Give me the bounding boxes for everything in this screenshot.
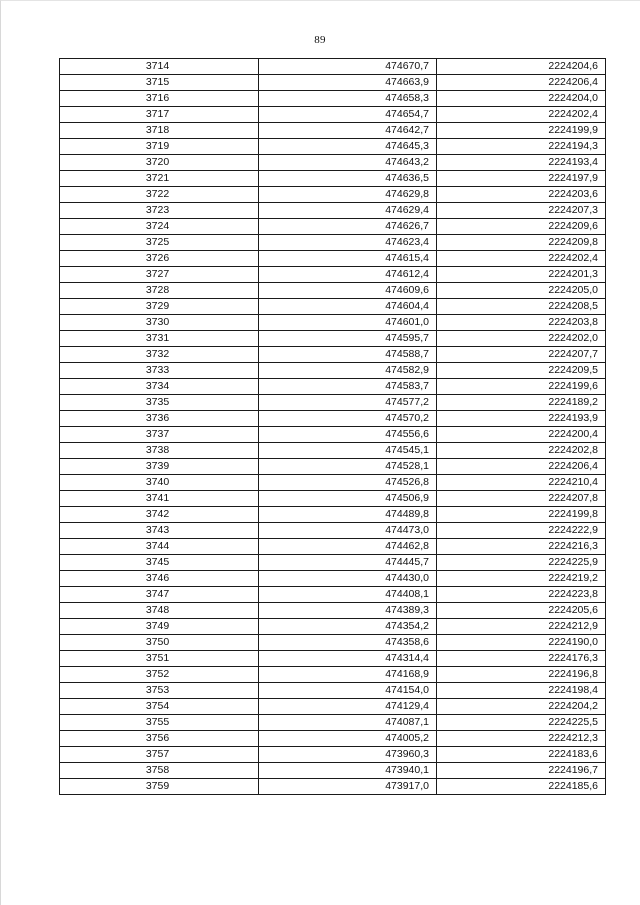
table-row bbox=[60, 155, 606, 171]
y-coordinate-cell: 2224197,9 bbox=[437, 171, 606, 187]
point-number-cell: 3740 bbox=[60, 475, 259, 491]
y-coordinate-cell: 2224198,4 bbox=[437, 683, 606, 699]
y-coordinate-cell: 2224199,8 bbox=[437, 507, 606, 523]
x-coordinate-cell: 474408,1 bbox=[259, 587, 437, 603]
y-coordinate-cell: 2224189,2 bbox=[437, 395, 606, 411]
table-row bbox=[60, 299, 606, 315]
x-coordinate-cell: 474462,8 bbox=[259, 539, 437, 555]
point-number-cell: 3733 bbox=[60, 363, 259, 379]
table-row bbox=[60, 379, 606, 395]
x-coordinate-cell: 474506,9 bbox=[259, 491, 437, 507]
x-coordinate-cell: 474358,6 bbox=[259, 635, 437, 651]
x-coordinate-cell: 474087,1 bbox=[259, 715, 437, 731]
table-row bbox=[60, 683, 606, 699]
y-coordinate-cell: 2224225,9 bbox=[437, 555, 606, 571]
coordinates-table bbox=[59, 58, 606, 795]
table-row bbox=[60, 139, 606, 155]
x-coordinate-cell: 474005,2 bbox=[259, 731, 437, 747]
y-coordinate-cell: 2224212,3 bbox=[437, 731, 606, 747]
x-coordinate-cell: 474601,0 bbox=[259, 315, 437, 331]
point-number-cell: 3747 bbox=[60, 587, 259, 603]
point-number-cell: 3741 bbox=[60, 491, 259, 507]
y-coordinate-cell: 2224205,6 bbox=[437, 603, 606, 619]
x-coordinate-cell: 473917,0 bbox=[259, 779, 437, 795]
y-coordinate-cell: 2224209,8 bbox=[437, 235, 606, 251]
point-number-cell: 3721 bbox=[60, 171, 259, 187]
table-row bbox=[60, 123, 606, 139]
point-number-cell: 3737 bbox=[60, 427, 259, 443]
x-coordinate-cell: 474314,4 bbox=[259, 651, 437, 667]
point-number-cell: 3731 bbox=[60, 331, 259, 347]
point-number-cell: 3732 bbox=[60, 347, 259, 363]
y-coordinate-cell: 2224216,3 bbox=[437, 539, 606, 555]
x-coordinate-cell: 474629,4 bbox=[259, 203, 437, 219]
point-number-cell: 3717 bbox=[60, 107, 259, 123]
x-coordinate-cell: 474577,2 bbox=[259, 395, 437, 411]
table-row bbox=[60, 491, 606, 507]
y-coordinate-cell: 2224207,3 bbox=[437, 203, 606, 219]
point-number-cell: 3750 bbox=[60, 635, 259, 651]
y-coordinate-cell: 2224202,4 bbox=[437, 251, 606, 267]
table-row bbox=[60, 395, 606, 411]
table-row bbox=[60, 203, 606, 219]
y-coordinate-cell: 2224199,9 bbox=[437, 123, 606, 139]
y-coordinate-cell: 2224210,4 bbox=[437, 475, 606, 491]
x-coordinate-cell: 474489,8 bbox=[259, 507, 437, 523]
table-row bbox=[60, 619, 606, 635]
y-coordinate-cell: 2224185,6 bbox=[437, 779, 606, 795]
table-row bbox=[60, 571, 606, 587]
x-coordinate-cell: 474643,2 bbox=[259, 155, 437, 171]
y-coordinate-cell: 2224207,7 bbox=[437, 347, 606, 363]
x-coordinate-cell: 474604,4 bbox=[259, 299, 437, 315]
y-coordinate-cell: 2224196,7 bbox=[437, 763, 606, 779]
x-coordinate-cell: 474583,7 bbox=[259, 379, 437, 395]
table-row bbox=[60, 651, 606, 667]
coordinates-table-body bbox=[60, 59, 606, 795]
point-number-cell: 3758 bbox=[60, 763, 259, 779]
x-coordinate-cell: 474588,7 bbox=[259, 347, 437, 363]
table-row bbox=[60, 731, 606, 747]
x-coordinate-cell: 474612,4 bbox=[259, 267, 437, 283]
x-coordinate-cell: 474615,4 bbox=[259, 251, 437, 267]
page-number: 89 bbox=[314, 34, 326, 46]
point-number-cell: 3736 bbox=[60, 411, 259, 427]
point-number-cell: 3730 bbox=[60, 315, 259, 331]
point-number-cell: 3735 bbox=[60, 395, 259, 411]
y-coordinate-cell: 2224202,0 bbox=[437, 331, 606, 347]
point-number-cell: 3751 bbox=[60, 651, 259, 667]
point-number-cell: 3753 bbox=[60, 683, 259, 699]
table-row bbox=[60, 331, 606, 347]
x-coordinate-cell: 474626,7 bbox=[259, 219, 437, 235]
point-number-cell: 3739 bbox=[60, 459, 259, 475]
x-coordinate-cell: 474528,1 bbox=[259, 459, 437, 475]
table-row bbox=[60, 59, 606, 75]
y-coordinate-cell: 2224196,8 bbox=[437, 667, 606, 683]
table-row bbox=[60, 539, 606, 555]
x-coordinate-cell: 474654,7 bbox=[259, 107, 437, 123]
y-coordinate-cell: 2224204,6 bbox=[437, 59, 606, 75]
x-coordinate-cell: 474545,1 bbox=[259, 443, 437, 459]
table-row bbox=[60, 219, 606, 235]
table-row bbox=[60, 187, 606, 203]
y-coordinate-cell: 2224194,3 bbox=[437, 139, 606, 155]
table-row bbox=[60, 667, 606, 683]
table-row bbox=[60, 443, 606, 459]
point-number-cell: 3715 bbox=[60, 75, 259, 91]
table-row bbox=[60, 779, 606, 795]
table-row bbox=[60, 475, 606, 491]
table-row bbox=[60, 763, 606, 779]
point-number-cell: 3723 bbox=[60, 203, 259, 219]
x-coordinate-cell: 474642,7 bbox=[259, 123, 437, 139]
x-coordinate-cell: 474663,9 bbox=[259, 75, 437, 91]
point-number-cell: 3729 bbox=[60, 299, 259, 315]
table-row bbox=[60, 347, 606, 363]
y-coordinate-cell: 2224199,6 bbox=[437, 379, 606, 395]
y-coordinate-cell: 2224202,8 bbox=[437, 443, 606, 459]
y-coordinate-cell: 2224203,8 bbox=[437, 315, 606, 331]
point-number-cell: 3745 bbox=[60, 555, 259, 571]
table-row bbox=[60, 315, 606, 331]
y-coordinate-cell: 2224193,4 bbox=[437, 155, 606, 171]
table-row bbox=[60, 427, 606, 443]
table-row bbox=[60, 75, 606, 91]
y-coordinate-cell: 2224202,4 bbox=[437, 107, 606, 123]
point-number-cell: 3746 bbox=[60, 571, 259, 587]
y-coordinate-cell: 2224209,6 bbox=[437, 219, 606, 235]
table-row bbox=[60, 507, 606, 523]
point-number-cell: 3742 bbox=[60, 507, 259, 523]
table-row bbox=[60, 411, 606, 427]
point-number-cell: 3756 bbox=[60, 731, 259, 747]
y-coordinate-cell: 2224223,8 bbox=[437, 587, 606, 603]
point-number-cell: 3728 bbox=[60, 283, 259, 299]
x-coordinate-cell: 474473,0 bbox=[259, 523, 437, 539]
point-number-cell: 3722 bbox=[60, 187, 259, 203]
y-coordinate-cell: 2224206,4 bbox=[437, 75, 606, 91]
x-coordinate-cell: 474582,9 bbox=[259, 363, 437, 379]
point-number-cell: 3716 bbox=[60, 91, 259, 107]
point-number-cell: 3759 bbox=[60, 779, 259, 795]
point-number-cell: 3738 bbox=[60, 443, 259, 459]
x-coordinate-cell: 474129,4 bbox=[259, 699, 437, 715]
y-coordinate-cell: 2224183,6 bbox=[437, 747, 606, 763]
x-coordinate-cell: 474636,5 bbox=[259, 171, 437, 187]
y-coordinate-cell: 2224193,9 bbox=[437, 411, 606, 427]
table-row bbox=[60, 603, 606, 619]
point-number-cell: 3718 bbox=[60, 123, 259, 139]
x-coordinate-cell: 473960,3 bbox=[259, 747, 437, 763]
table-row bbox=[60, 107, 606, 123]
y-coordinate-cell: 2224206,4 bbox=[437, 459, 606, 475]
y-coordinate-cell: 2224225,5 bbox=[437, 715, 606, 731]
point-number-cell: 3744 bbox=[60, 539, 259, 555]
point-number-cell: 3754 bbox=[60, 699, 259, 715]
table-row bbox=[60, 363, 606, 379]
table-row bbox=[60, 555, 606, 571]
point-number-cell: 3748 bbox=[60, 603, 259, 619]
point-number-cell: 3734 bbox=[60, 379, 259, 395]
x-coordinate-cell: 473940,1 bbox=[259, 763, 437, 779]
y-coordinate-cell: 2224203,6 bbox=[437, 187, 606, 203]
table-row bbox=[60, 715, 606, 731]
y-coordinate-cell: 2224219,2 bbox=[437, 571, 606, 587]
table-row bbox=[60, 523, 606, 539]
point-number-cell: 3719 bbox=[60, 139, 259, 155]
y-coordinate-cell: 2224176,3 bbox=[437, 651, 606, 667]
x-coordinate-cell: 474430,0 bbox=[259, 571, 437, 587]
table-row bbox=[60, 235, 606, 251]
point-number-cell: 3724 bbox=[60, 219, 259, 235]
y-coordinate-cell: 2224209,5 bbox=[437, 363, 606, 379]
point-number-cell: 3757 bbox=[60, 747, 259, 763]
y-coordinate-cell: 2224222,9 bbox=[437, 523, 606, 539]
table-row bbox=[60, 635, 606, 651]
table-row bbox=[60, 747, 606, 763]
y-coordinate-cell: 2224205,0 bbox=[437, 283, 606, 299]
y-coordinate-cell: 2224204,0 bbox=[437, 91, 606, 107]
table-row bbox=[60, 459, 606, 475]
y-coordinate-cell: 2224201,3 bbox=[437, 267, 606, 283]
x-coordinate-cell: 474154,0 bbox=[259, 683, 437, 699]
x-coordinate-cell: 474629,8 bbox=[259, 187, 437, 203]
x-coordinate-cell: 474556,6 bbox=[259, 427, 437, 443]
x-coordinate-cell: 474658,3 bbox=[259, 91, 437, 107]
point-number-cell: 3755 bbox=[60, 715, 259, 731]
table-row bbox=[60, 283, 606, 299]
x-coordinate-cell: 474670,7 bbox=[259, 59, 437, 75]
table-row bbox=[60, 251, 606, 267]
point-number-cell: 3725 bbox=[60, 235, 259, 251]
x-coordinate-cell: 474570,2 bbox=[259, 411, 437, 427]
x-coordinate-cell: 474645,3 bbox=[259, 139, 437, 155]
table-row bbox=[60, 171, 606, 187]
y-coordinate-cell: 2224208,5 bbox=[437, 299, 606, 315]
point-number-cell: 3714 bbox=[60, 59, 259, 75]
y-coordinate-cell: 2224204,2 bbox=[437, 699, 606, 715]
x-coordinate-cell: 474168,9 bbox=[259, 667, 437, 683]
x-coordinate-cell: 474623,4 bbox=[259, 235, 437, 251]
point-number-cell: 3749 bbox=[60, 619, 259, 635]
table-row bbox=[60, 587, 606, 603]
x-coordinate-cell: 474354,2 bbox=[259, 619, 437, 635]
point-number-cell: 3743 bbox=[60, 523, 259, 539]
x-coordinate-cell: 474595,7 bbox=[259, 331, 437, 347]
point-number-cell: 3726 bbox=[60, 251, 259, 267]
point-number-cell: 3720 bbox=[60, 155, 259, 171]
x-coordinate-cell: 474526,8 bbox=[259, 475, 437, 491]
y-coordinate-cell: 2224207,8 bbox=[437, 491, 606, 507]
table-row bbox=[60, 267, 606, 283]
point-number-cell: 3752 bbox=[60, 667, 259, 683]
x-coordinate-cell: 474609,6 bbox=[259, 283, 437, 299]
y-coordinate-cell: 2224212,9 bbox=[437, 619, 606, 635]
y-coordinate-cell: 2224200,4 bbox=[437, 427, 606, 443]
point-number-cell: 3727 bbox=[60, 267, 259, 283]
y-coordinate-cell: 2224190,0 bbox=[437, 635, 606, 651]
table-row bbox=[60, 91, 606, 107]
table-row bbox=[60, 699, 606, 715]
x-coordinate-cell: 474445,7 bbox=[259, 555, 437, 571]
x-coordinate-cell: 474389,3 bbox=[259, 603, 437, 619]
